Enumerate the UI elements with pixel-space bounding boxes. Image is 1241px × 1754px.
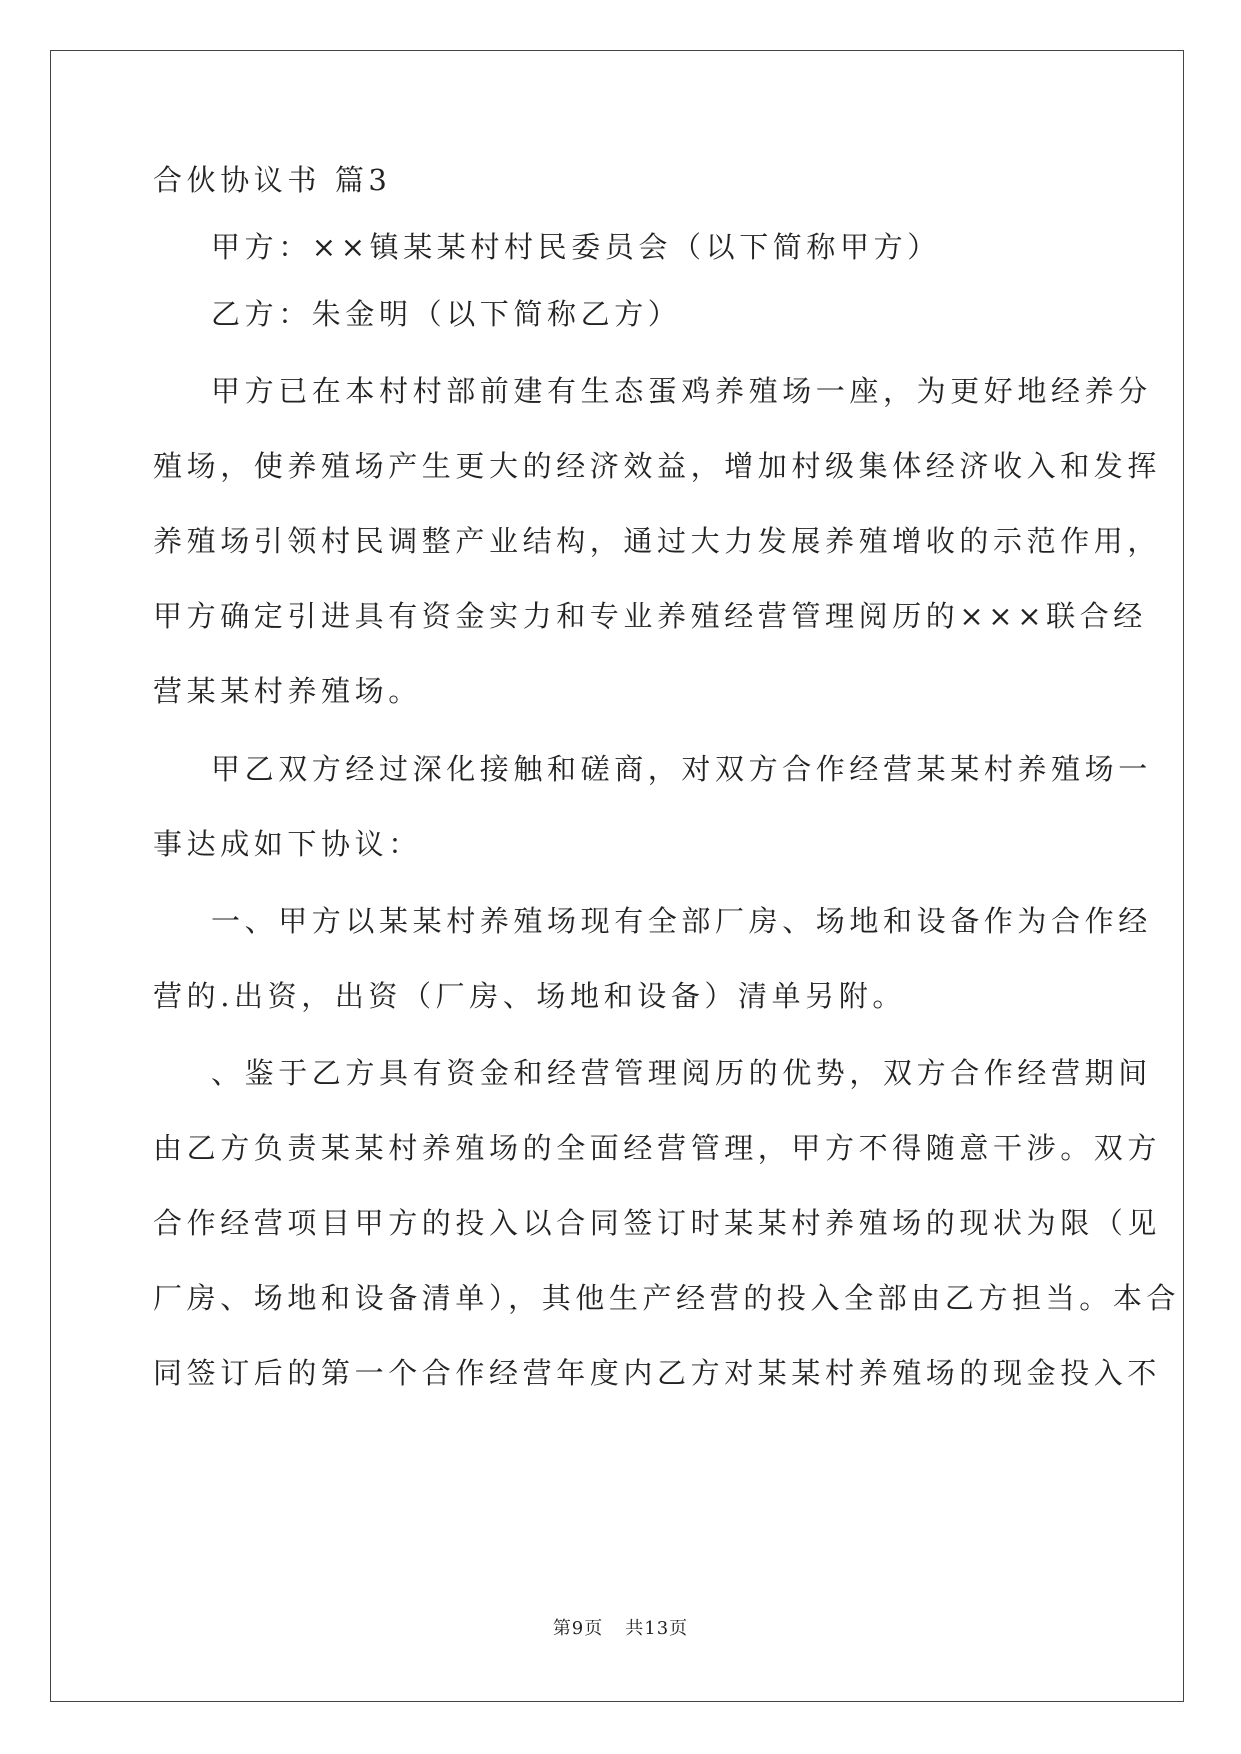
paragraph-line: 甲方已在本村村部前建有生态蛋鸡养殖场一座，为更好地经养分 — [211, 374, 1152, 408]
paragraph-line: 甲方确定引进具有资金实力和专业养殖经营管理阅历的×××联合经 — [153, 599, 1147, 633]
paragraph-line: 厂房、场地和设备清单），其他生产经营的投入全部由乙方担当。本合 — [153, 1281, 1181, 1315]
paragraph-line: 养殖场引领村民调整产业结构，通过大力发展养殖增收的示范作用， — [153, 524, 1162, 558]
paragraph-line: 营某某村养殖场。 — [153, 674, 422, 708]
page-number: 第9页 — [552, 1618, 604, 1639]
paragraph-line: 甲乙双方经过深化接触和磋商，对双方合作经营某某村养殖场一 — [211, 752, 1152, 786]
paragraph-line: 合作经营项目甲方的投入以合同签订时某某村养殖场的现状为限（见 — [153, 1206, 1162, 1240]
paragraph-line: 事达成如下协议： — [153, 827, 422, 861]
paragraph-line: 营的.出资，出资（厂房、场地和设备）清单另附。 — [153, 979, 907, 1013]
page-total: 共13页 — [625, 1618, 689, 1639]
paragraph-line: 由乙方负责某某村养殖场的全面经营管理，甲方不得随意干涉。双方 — [153, 1131, 1162, 1165]
document-heading: 合伙协议书 篇3 — [153, 163, 392, 197]
paragraph-line: 殖场，使养殖场产生更大的经济效益，增加村级集体经济收入和发挥 — [153, 449, 1162, 483]
page-footer — [0, 1614, 1241, 1640]
party-b-line: 乙方：朱金明（以下简称乙方） — [211, 297, 682, 331]
paragraph-line: 、鉴于乙方具有资金和经营管理阅历的优势，双方合作经营期间 — [211, 1056, 1152, 1090]
paragraph-line: 一、甲方以某某村养殖场现有全部厂房、场地和设备作为合作经 — [211, 904, 1152, 938]
party-a-line: 甲方：××镇某某村村民委员会（以下简称甲方） — [211, 230, 941, 264]
paragraph-line: 同签订后的第一个合作经营年度内乙方对某某村养殖场的现金投入不 — [153, 1356, 1162, 1390]
